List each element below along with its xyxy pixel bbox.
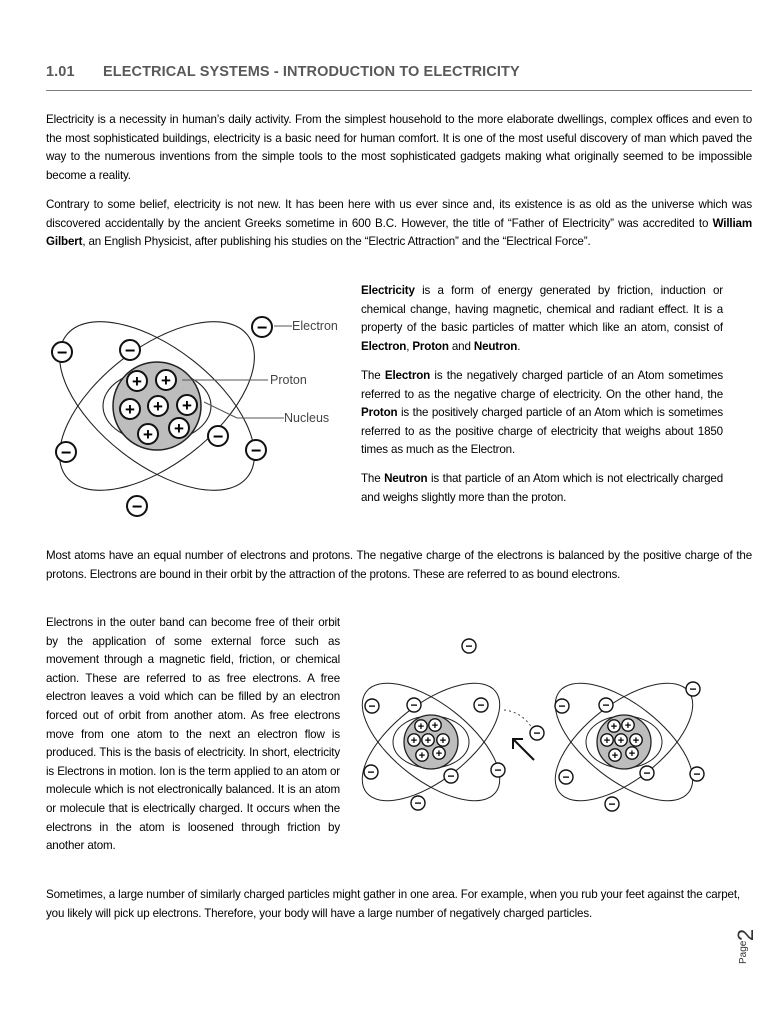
proton-icon <box>148 396 168 416</box>
svg-text:−: − <box>414 796 422 811</box>
term-electricity: Electricity <box>361 284 415 297</box>
nucleus-label: Nucleus <box>284 411 330 425</box>
neutron-paragraph <box>361 470 723 507</box>
svg-text:+: + <box>182 395 192 415</box>
term-electron: Electron <box>384 369 431 382</box>
proton-label: Proton <box>270 373 307 387</box>
nucleus <box>113 362 201 450</box>
neutron-text: is that particle of an Atom which is not electrically charged and weighs slightly more than the proton. <box>361 472 723 504</box>
proton-icon <box>422 734 434 747</box>
text-the: The <box>361 472 385 485</box>
proton-icon <box>608 720 620 733</box>
electron-icon <box>246 440 266 460</box>
svg-text:+: + <box>424 734 432 747</box>
svg-text:+: + <box>143 424 153 444</box>
electron-icon <box>411 796 425 810</box>
term-proton: Proton <box>361 406 398 420</box>
electron-icon <box>474 698 488 712</box>
svg-text:+: + <box>161 370 171 390</box>
electron-label: Electron <box>292 319 338 333</box>
definition-text: is a form of energy generated by friction, induction or chemical change, having magnetic, chemical and radiant effect. It is a property of the basic particles of matter which like an atom, consist of <box>361 284 723 335</box>
proton-icon <box>626 747 638 760</box>
svg-text:−: − <box>131 496 143 517</box>
comma: , <box>406 339 413 353</box>
svg-text:−: − <box>447 769 455 784</box>
proton-icon <box>120 399 140 419</box>
electron-proton-paragraph <box>361 367 723 460</box>
electron-icon <box>686 682 700 696</box>
electron-path <box>504 710 532 728</box>
svg-text:+: + <box>603 734 611 747</box>
electron-icon <box>640 766 654 780</box>
svg-text:−: − <box>212 426 224 447</box>
svg-text:+: + <box>435 747 443 760</box>
electron-icon <box>491 763 505 777</box>
proton-icon <box>169 418 189 438</box>
left-atom <box>354 662 519 823</box>
electron-icon <box>56 442 76 462</box>
svg-text:+: + <box>617 734 625 747</box>
gilbert-name: William Gilbert <box>46 216 752 249</box>
svg-text:−: − <box>533 726 541 741</box>
proton-icon <box>177 395 197 415</box>
term-neutron: Neutron <box>473 339 518 353</box>
electron-icon <box>555 699 569 713</box>
term-neutron: Neutron <box>384 472 428 485</box>
svg-text:−: − <box>693 767 701 782</box>
proton-icon <box>415 720 427 733</box>
electron-icon <box>208 426 228 446</box>
svg-text:−: − <box>558 699 566 714</box>
proton-icon <box>156 370 176 390</box>
svg-text:+: + <box>431 719 439 732</box>
svg-text:−: − <box>60 442 72 463</box>
term-electron: Electron <box>361 339 407 353</box>
electron-icon <box>120 340 140 360</box>
section-title: ELECTRICAL SYSTEMS - INTRODUCTION TO ELECTRICITY <box>103 64 520 80</box>
svg-text:−: − <box>56 342 68 363</box>
proton-icon <box>630 734 642 747</box>
electron-text: is the negatively charged particle of an Atom sometimes referred to as the negative charge of electricity. On the other hand, the <box>361 369 724 401</box>
proton-icon <box>138 424 158 444</box>
svg-text:−: − <box>494 763 502 778</box>
svg-text:−: − <box>602 698 610 713</box>
proton-icon <box>416 749 428 762</box>
period: . <box>517 339 521 353</box>
history-paragraph <box>46 196 752 252</box>
atom-diagram <box>42 286 352 526</box>
svg-text:−: − <box>410 698 418 713</box>
proton-text: is the positively charged particle of an Atom which is sometimes referred to as the positive charge of electricity that weighs about 1850 times as much as the Electron. <box>361 406 723 457</box>
svg-text:+: + <box>410 734 418 747</box>
proton-icon <box>609 749 621 762</box>
svg-text:+: + <box>132 371 142 391</box>
text-the: The <box>361 369 385 382</box>
svg-text:−: − <box>256 317 268 338</box>
section-heading <box>46 64 752 91</box>
svg-text:−: − <box>250 440 262 461</box>
electron-icon <box>407 698 421 712</box>
page-digit: 2 <box>733 928 759 942</box>
electron-icon <box>252 317 272 337</box>
proton-icon <box>601 734 613 747</box>
electricity-definition <box>361 282 723 356</box>
arrow-icon <box>513 739 534 760</box>
svg-text:+: + <box>417 720 425 733</box>
electron-icon <box>559 770 573 784</box>
proton-icon <box>615 734 627 747</box>
svg-text:+: + <box>628 747 636 760</box>
electron-icon <box>599 698 613 712</box>
svg-text:−: − <box>124 340 136 361</box>
svg-text:−: − <box>465 639 473 654</box>
electron-icon <box>52 342 72 362</box>
free-electron-diagram <box>354 632 724 842</box>
proton-icon <box>437 734 449 747</box>
proton-icon <box>127 371 147 391</box>
page-number <box>733 928 762 976</box>
history-text-1: Contrary to some belief, electricity is not new. It has been here with us ever since and, its existence is as old as the universe which was discovered accidentally by the ancient Greeks sometime in 600 B.C. However, the title of “Father of Electricity” was accredited to <box>46 198 752 230</box>
svg-text:−: − <box>477 698 485 713</box>
page-word: Page <box>738 940 749 964</box>
proton-icon <box>622 719 634 732</box>
svg-text:+: + <box>418 749 426 762</box>
and-text: and <box>448 339 474 353</box>
static-charge-paragraph: Sometimes, a large number of similarly charged particles might gather in one area. For example, when you rub your feet against the carpet, you likely will pick up electrons. Therefore, your body will have a large number of negatively charged particles. <box>46 888 740 920</box>
svg-text:+: + <box>439 734 447 747</box>
free-electrons-paragraph: Electrons in the outer band can become free of their orbit by the application of some external force such as movement through a magnetic field, friction, or chemical action. These are referred to as free electrons. A free electron leaves a void which can be filled by an electron forced out of orbit from another atom. As free electrons move from one atom to the next an electron flow is produced. This is the basis of electricity. In short, electricity is Electrons in motion. Ion is the term applied to an atom or molecule which is not electronically balanced. It is an atom or molecule that is electrically charged. It occurs when the electrons in the atom is loosened through friction by another atom. <box>46 616 340 853</box>
atoms-balance-paragraph: Most atoms have an equal number of electrons and protons. The negative charge of the electrons is balanced by the positive charge of the protons. Electrons are bound in their orbit by the attraction of the protons. These are referred to as bound electrons. <box>46 549 752 581</box>
proton-icon <box>408 734 420 747</box>
svg-text:−: − <box>368 699 376 714</box>
svg-text:−: − <box>643 766 651 781</box>
term-proton: Proton <box>412 339 449 353</box>
svg-text:+: + <box>610 720 618 733</box>
history-text-2: , an English Physicist, after publishing his studies on the “Electric Attraction” and the “Electrical Force”. <box>82 235 591 249</box>
svg-text:−: − <box>608 797 616 812</box>
electron-icon <box>530 726 544 740</box>
svg-text:+: + <box>153 396 163 416</box>
electron-icon <box>605 797 619 811</box>
electron-icon <box>127 496 147 516</box>
intro-paragraph: Electricity is a necessity in human’s daily activity. From the simplest household to the more elaborate dwellings, complex offices and even to the most sophisticated buildings, electricity is a basic need for human comfort. It is one of the most useful discovery of man which paved the way to the numerous inventions from the simple tools to the most sophisticated gadgets making what originally seemed to be impossible become a reality. <box>46 113 752 182</box>
svg-text:+: + <box>611 749 619 762</box>
electron-icon <box>364 765 378 779</box>
svg-text:−: − <box>367 765 375 780</box>
electron-icon <box>462 639 476 653</box>
electron-icon <box>365 699 379 713</box>
svg-text:+: + <box>632 734 640 747</box>
proton-icon <box>429 719 441 732</box>
right-atom <box>536 662 712 823</box>
svg-text:+: + <box>174 418 184 438</box>
electron-icon <box>444 769 458 783</box>
svg-text:−: − <box>562 770 570 785</box>
electron-icon <box>690 767 704 781</box>
svg-text:+: + <box>125 399 135 419</box>
section-number: 1.01 <box>46 64 75 80</box>
svg-text:−: − <box>689 682 697 697</box>
svg-text:+: + <box>624 719 632 732</box>
proton-icon <box>433 747 445 760</box>
